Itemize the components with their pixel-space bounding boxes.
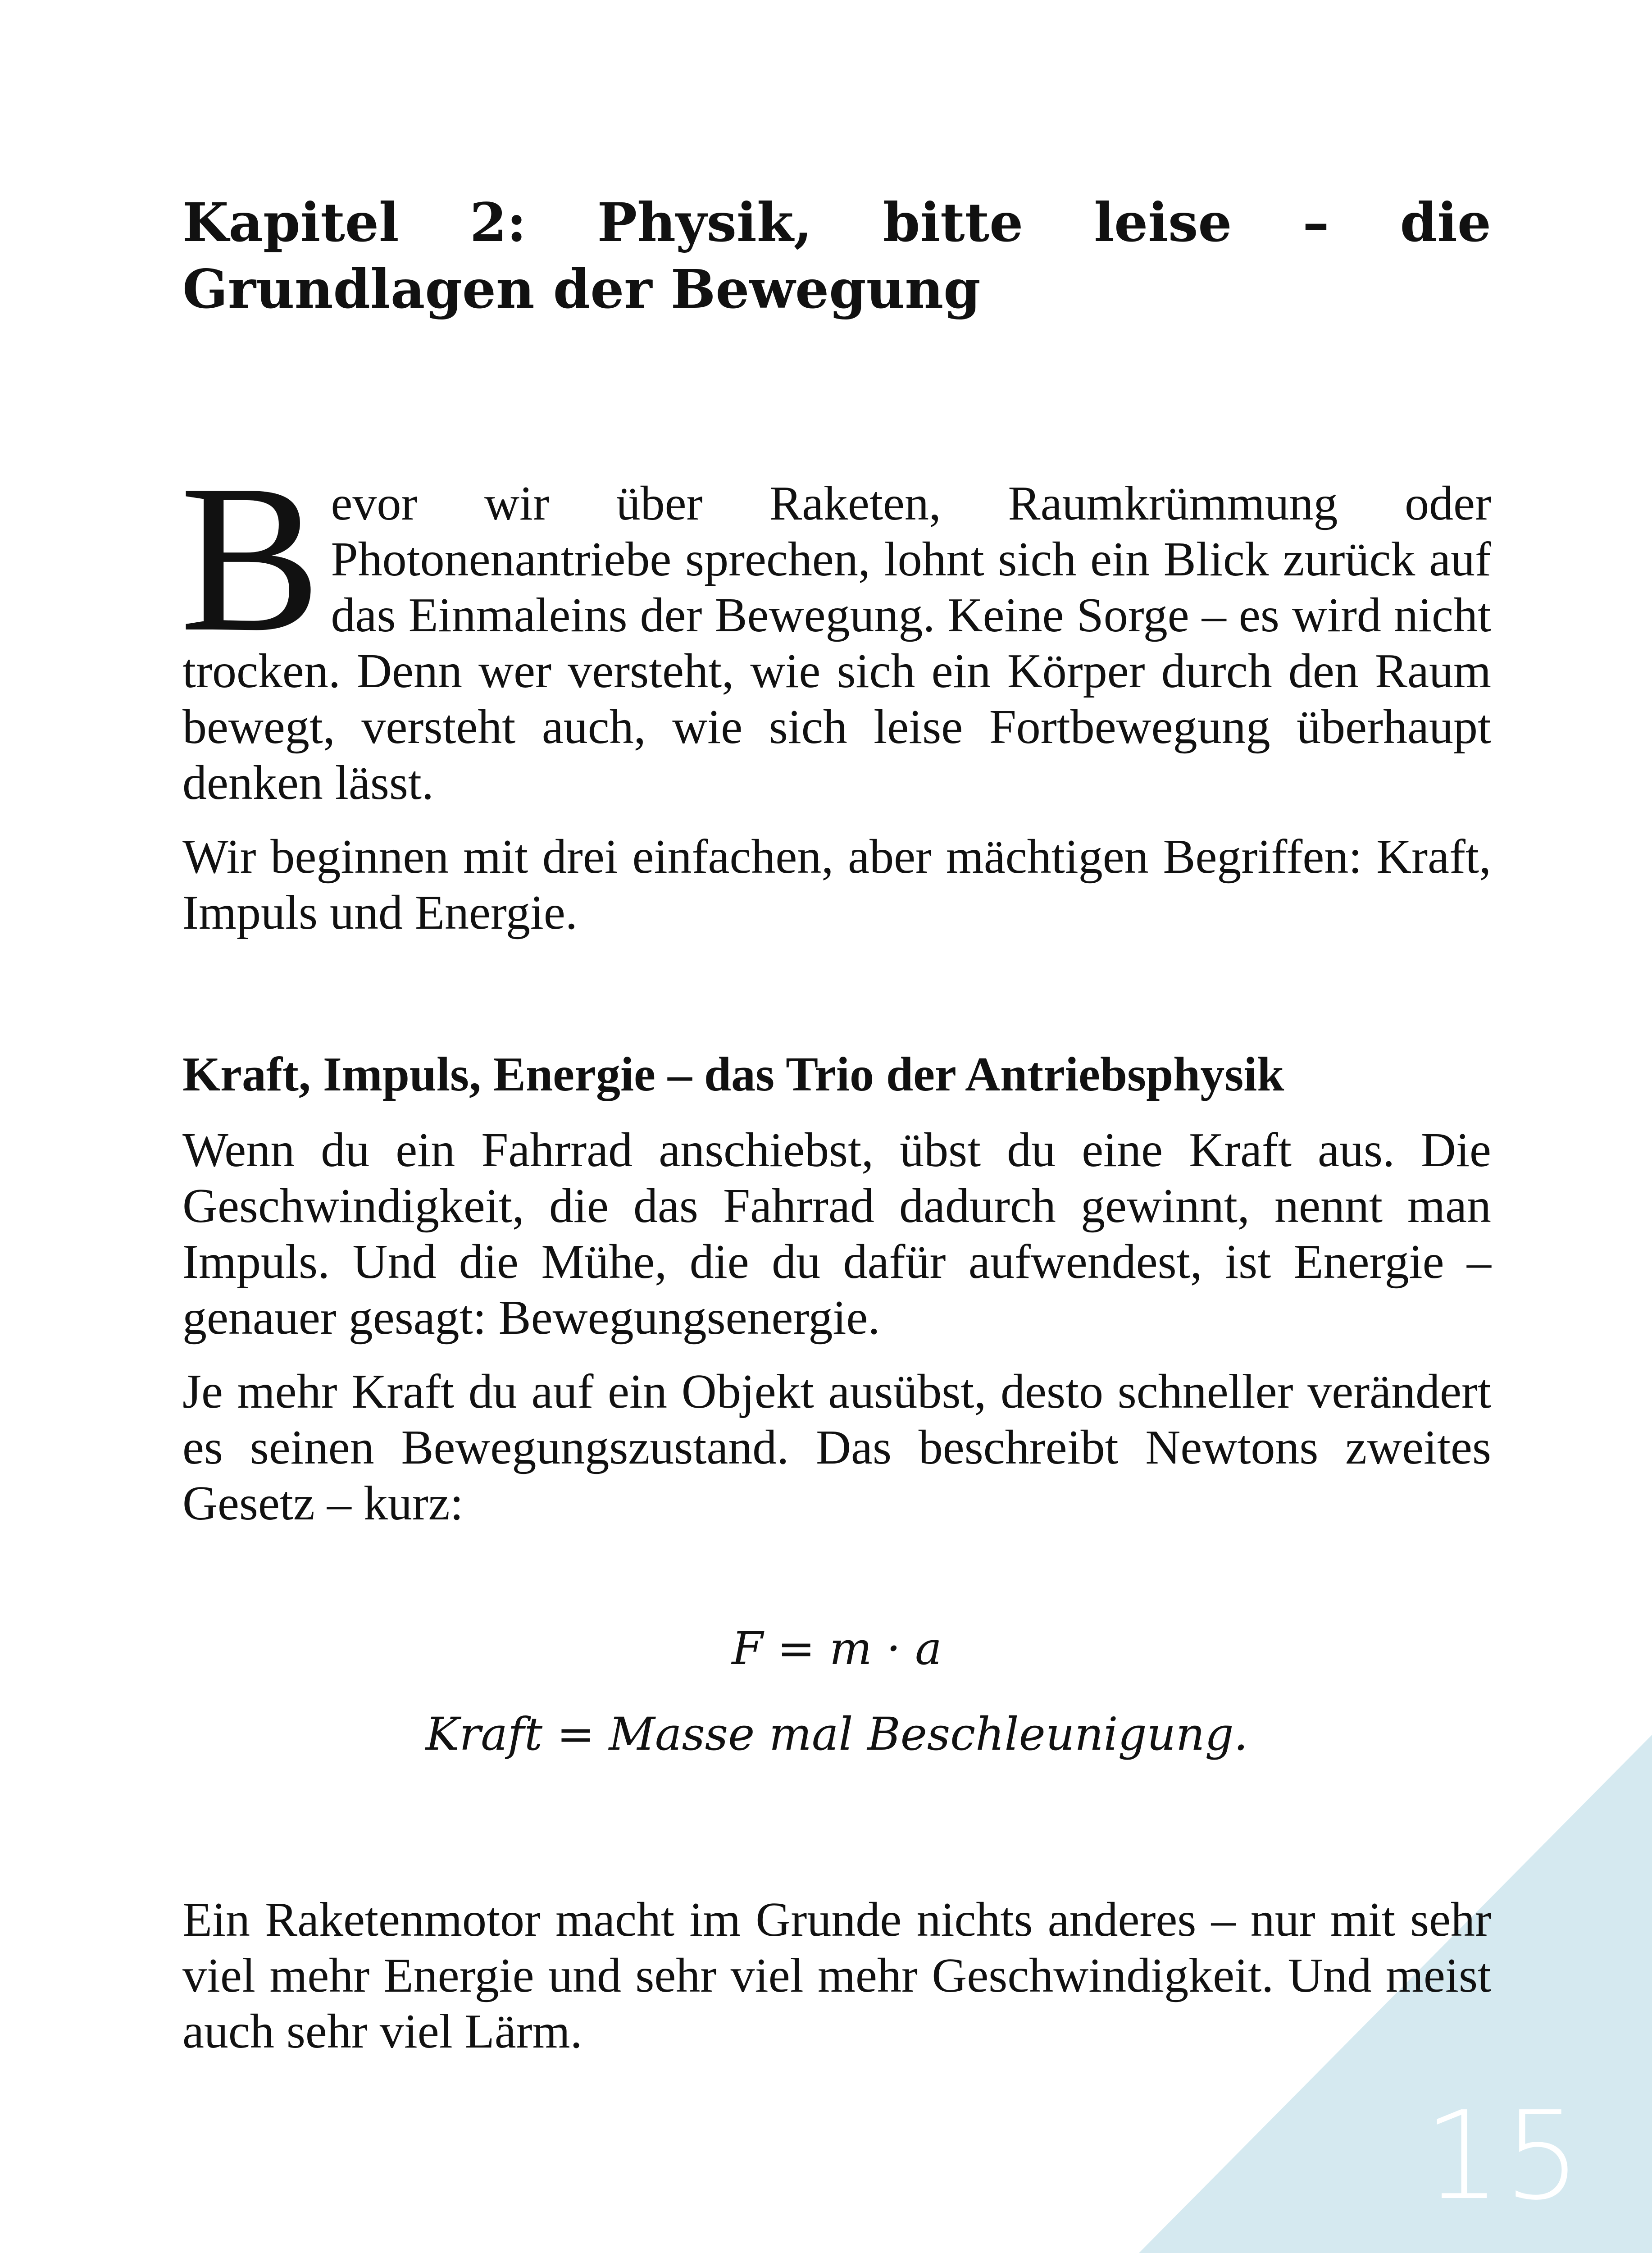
- chapter-title: Kapitel 2: Physik, bitte leise – die Grundlagen der Bewegung: [182, 191, 1491, 320]
- formula-block: [182, 1622, 1491, 1761]
- drop-cap: B: [180, 441, 321, 675]
- intro-paragraph-2: Wir beginnen mit drei einfachen, aber mächtigen Begriffen: Kraft, Impuls und Energie.: [182, 830, 1491, 940]
- formula-equation: F = m · a: [732, 1622, 942, 1675]
- section-heading: Kraft, Impuls, Energie – das Trio der Antriebsphysik: [182, 1048, 1284, 1101]
- section-paragraph-1: Wenn du ein Fahrrad anschiebst, übst du eine Kraft aus. Die Geschwindigkeit, die das Fahrrad dadurch gewinnt, nennt man Impuls. Und die Mühe, die du dafür aufwendest, ist Energie – genauer gesagt: Bewegungsenergie.: [182, 1123, 1491, 1345]
- section-paragraph-3: Ein Raketenmotor macht im Grunde nichts anderes – nur mit sehr viel mehr Energie und sehr viel mehr Geschwindigkeit. Und meist auch sehr viel Lärm.: [182, 1893, 1491, 2058]
- formula-words: Kraft = Masse mal Beschleunigung.: [425, 1708, 1248, 1760]
- intro-paragraph-1: [180, 441, 1491, 811]
- intro-paragraph-1-text: evor wir über Raketen, Raumkrümmung oder Photonenantriebe sprechen, lohnt sich ein Blick zurück auf das Einmaleins der Bewegung. Keine Sorge – es wird nicht trocken. Denn wer versteht, wie sich ein Körper durch den Raum bewegt, versteht auch, wie sich leise Fortbewegung überhaupt denken lässt.: [182, 477, 1491, 810]
- page-number: 15: [1424, 2085, 1584, 2227]
- section-paragraph-2: Je mehr Kraft du auf ein Objekt ausübst, desto schneller verändert es seinen Bewegungszustand. Das beschreibt Newtons zweites Gesetz – kurz:: [182, 1365, 1491, 1530]
- page-content: [182, 189, 1491, 2060]
